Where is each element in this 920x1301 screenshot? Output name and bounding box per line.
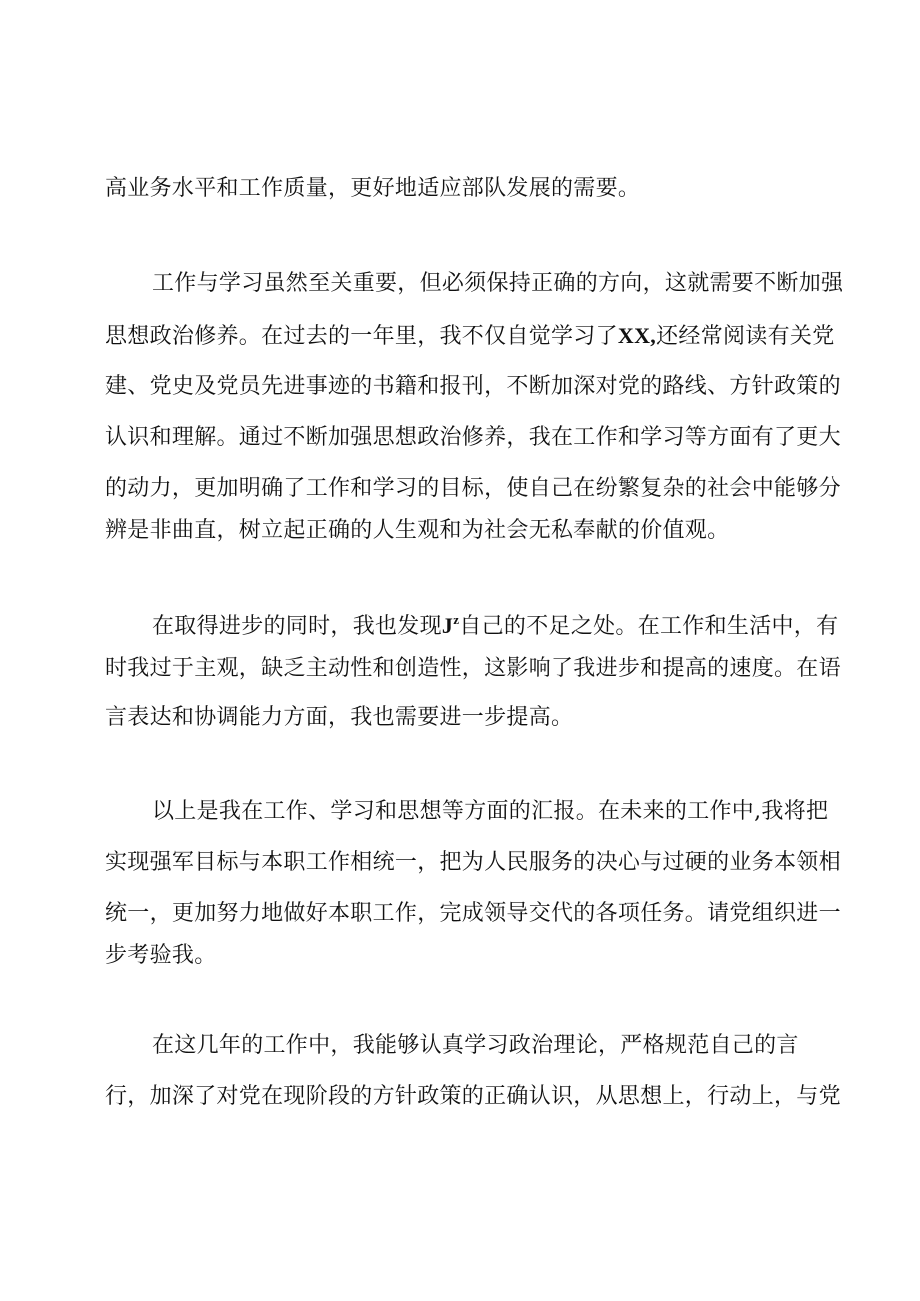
paragraph-2-line-1: 工作与学习虽然至关重要，但必须保持正确的方向，这就需要不断加强 bbox=[152, 271, 844, 296]
paragraph-2-line-2-latin: XX, bbox=[617, 323, 657, 348]
paragraph-3-line-1-superscript: z bbox=[453, 612, 460, 627]
paragraph-2-line-6: 辨是非曲直，树立起正确的人生观和为社会无私奉献的价值观。 bbox=[105, 518, 730, 543]
paragraph-2-line-2 bbox=[105, 321, 835, 352]
paragraph-2-line-2-text-b: 还经常阅读有关党 bbox=[656, 324, 835, 349]
paragraph-3-line-1-text-a: 在取得进步的同时，我也发现 bbox=[152, 614, 442, 639]
paragraph-3-line-3: 言表达和协调能力方面，我也需要进一步提高。 bbox=[105, 705, 574, 730]
paragraph-2-line-4: 认识和理解。通过不断加强思想政治修养，我在工作和学习等方面有了更大 bbox=[105, 425, 841, 450]
paragraph-3-line-1-text-b: 自己的不足之处。在工作和生活中，有 bbox=[459, 614, 839, 639]
paragraph-2-line-5: 的动力，更加明确了工作和学习的目标，使自己在纷繁复杂的社会中能够分 bbox=[105, 476, 841, 501]
paragraph-4-line-2: 实现强军目标与本职工作相统一，把为人民服务的决心与过硬的业务本领相 bbox=[105, 850, 841, 875]
paragraph-3-line-2: 时我过于主观，缺乏主动性和创造性，这影响了我进步和提高的速度。在语 bbox=[105, 656, 841, 681]
paragraph-1-line-1: 高业务水平和工作质量，更好地适应部队发展的需要。 bbox=[105, 176, 641, 201]
paragraph-2-line-3: 建、党史及党员先进事迹的书籍和报刊，不断加深对党的路线、方针政策的 bbox=[105, 374, 841, 399]
paragraph-2-line-2-text-a: 思想政治修养。在过去的一年里，我不仅自觉学习了 bbox=[105, 324, 618, 349]
paragraph-3-line-1-latin: J bbox=[441, 613, 454, 638]
paragraph-4-line-3: 统一，更加努力地做好本职工作，完成领导交代的各项任务。请党组织进一 bbox=[105, 901, 841, 926]
paragraph-5-line-1: 在这几年的工作中，我能够认真学习政治理论，严格规范自己的言 bbox=[152, 1033, 799, 1058]
paragraph-5-line-2: 行，加深了对党在现阶段的方针政策的正确认识，从思想上，行动上，与党 bbox=[105, 1084, 841, 1109]
paragraph-4-line-1: 以上是我在工作、学习和思想等方面的汇报。在未来的工作中,我将把 bbox=[152, 799, 829, 824]
paragraph-4-line-4: 步考验我。 bbox=[105, 943, 217, 968]
paragraph-3-line-1 bbox=[152, 605, 838, 642]
